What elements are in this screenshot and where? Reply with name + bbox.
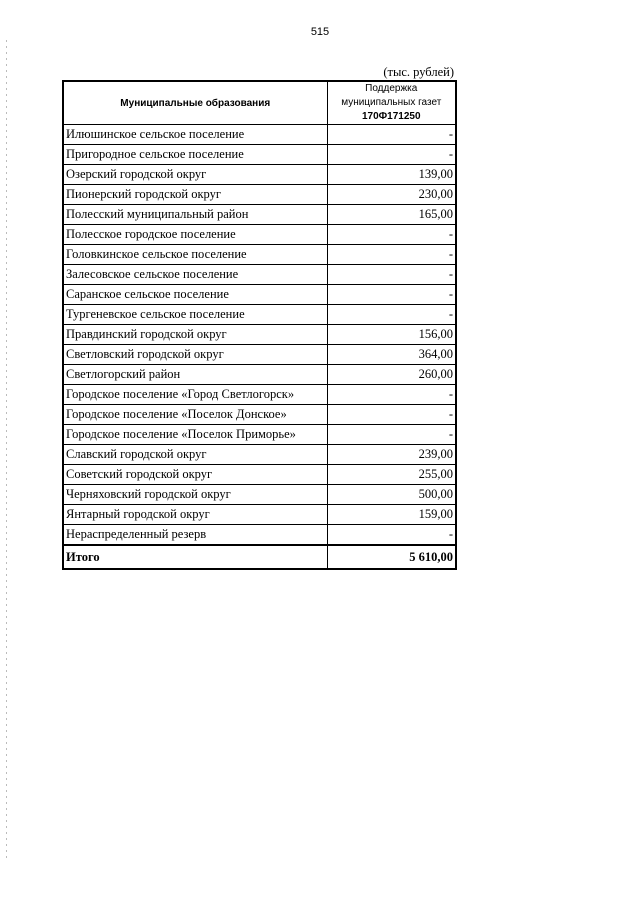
row-name: Илюшинское сельское поселение [63,125,327,145]
row-amount: - [327,245,456,265]
row-name: Славский городской округ [63,445,327,465]
table-row [63,505,456,525]
scan-edge-left [6,40,7,860]
table-row [63,265,456,285]
row-amount: - [327,125,456,145]
header-support-line1: Поддержка [365,83,418,94]
table-row [63,385,456,405]
table-row [63,325,456,345]
row-name: Городское поселение «Поселок Донское» [63,405,327,425]
table-row [63,405,456,425]
table-row [63,305,456,325]
row-name: Правдинский городской округ [63,325,327,345]
table-row [63,425,456,445]
row-name: Светловский городской округ [63,345,327,365]
units-label: (тыс. рублей) [383,65,454,79]
table-row [63,205,456,225]
row-amount: 255,00 [327,465,456,485]
row-amount: 159,00 [327,505,456,525]
row-amount: - [327,525,456,546]
row-amount: - [327,225,456,245]
row-name: Городское поселение «Город Светлогорск» [63,385,327,405]
row-name: Залесовское сельское поселение [63,265,327,285]
row-amount: 139,00 [327,165,456,185]
header-budget-code: 170Ф171250 [361,111,421,122]
row-amount: 260,00 [327,365,456,385]
row-name: Озерский городской округ [63,165,327,185]
row-name: Советский городской округ [63,465,327,485]
row-amount: 500,00 [327,485,456,505]
row-name: Нераспределенный резерв [63,525,327,546]
table-row [63,125,456,145]
row-amount: - [327,285,456,305]
table-row [63,225,456,245]
table-row [63,145,456,165]
row-name: Пригородное сельское поселение [63,145,327,165]
table-header-row [63,81,456,125]
row-name: Городское поселение «Поселок Приморье» [63,425,327,445]
table-row [63,525,456,546]
total-label: Итого [63,545,327,569]
header-support-line2: муниципальных газет [341,97,442,108]
total-amount: 5 610,00 [327,545,456,569]
row-amount: - [327,405,456,425]
row-name: Полесское городское поселение [63,225,327,245]
table-row [63,285,456,305]
table-row [63,185,456,205]
table-row [63,165,456,185]
header-municipalities: Муниципальные образования [63,81,327,125]
row-amount: 165,00 [327,205,456,225]
row-name: Полесский муниципальный район [63,205,327,225]
total-row [63,545,456,569]
row-name: Саранское сельское поселение [63,285,327,305]
row-amount: 156,00 [327,325,456,345]
row-name: Пионерский городской округ [63,185,327,205]
row-name: Янтарный городской округ [63,505,327,525]
row-amount: - [327,425,456,445]
table-row [63,245,456,265]
row-name: Головкинское сельское поселение [63,245,327,265]
row-amount: - [327,305,456,325]
table-row [63,345,456,365]
row-name: Тургеневское сельское поселение [63,305,327,325]
header-support [327,81,456,125]
row-amount: - [327,385,456,405]
table-row [63,485,456,505]
row-amount: 239,00 [327,445,456,465]
row-amount: - [327,145,456,165]
municipal-newspaper-support-table [62,80,457,570]
table-row [63,365,456,385]
row-amount: - [327,265,456,285]
table-row [63,465,456,485]
row-amount: 230,00 [327,185,456,205]
row-name: Черняховский городской округ [63,485,327,505]
row-name: Светлогорский район [63,365,327,385]
table-row [63,445,456,465]
row-amount: 364,00 [327,345,456,365]
page-number: 515 [310,26,330,38]
